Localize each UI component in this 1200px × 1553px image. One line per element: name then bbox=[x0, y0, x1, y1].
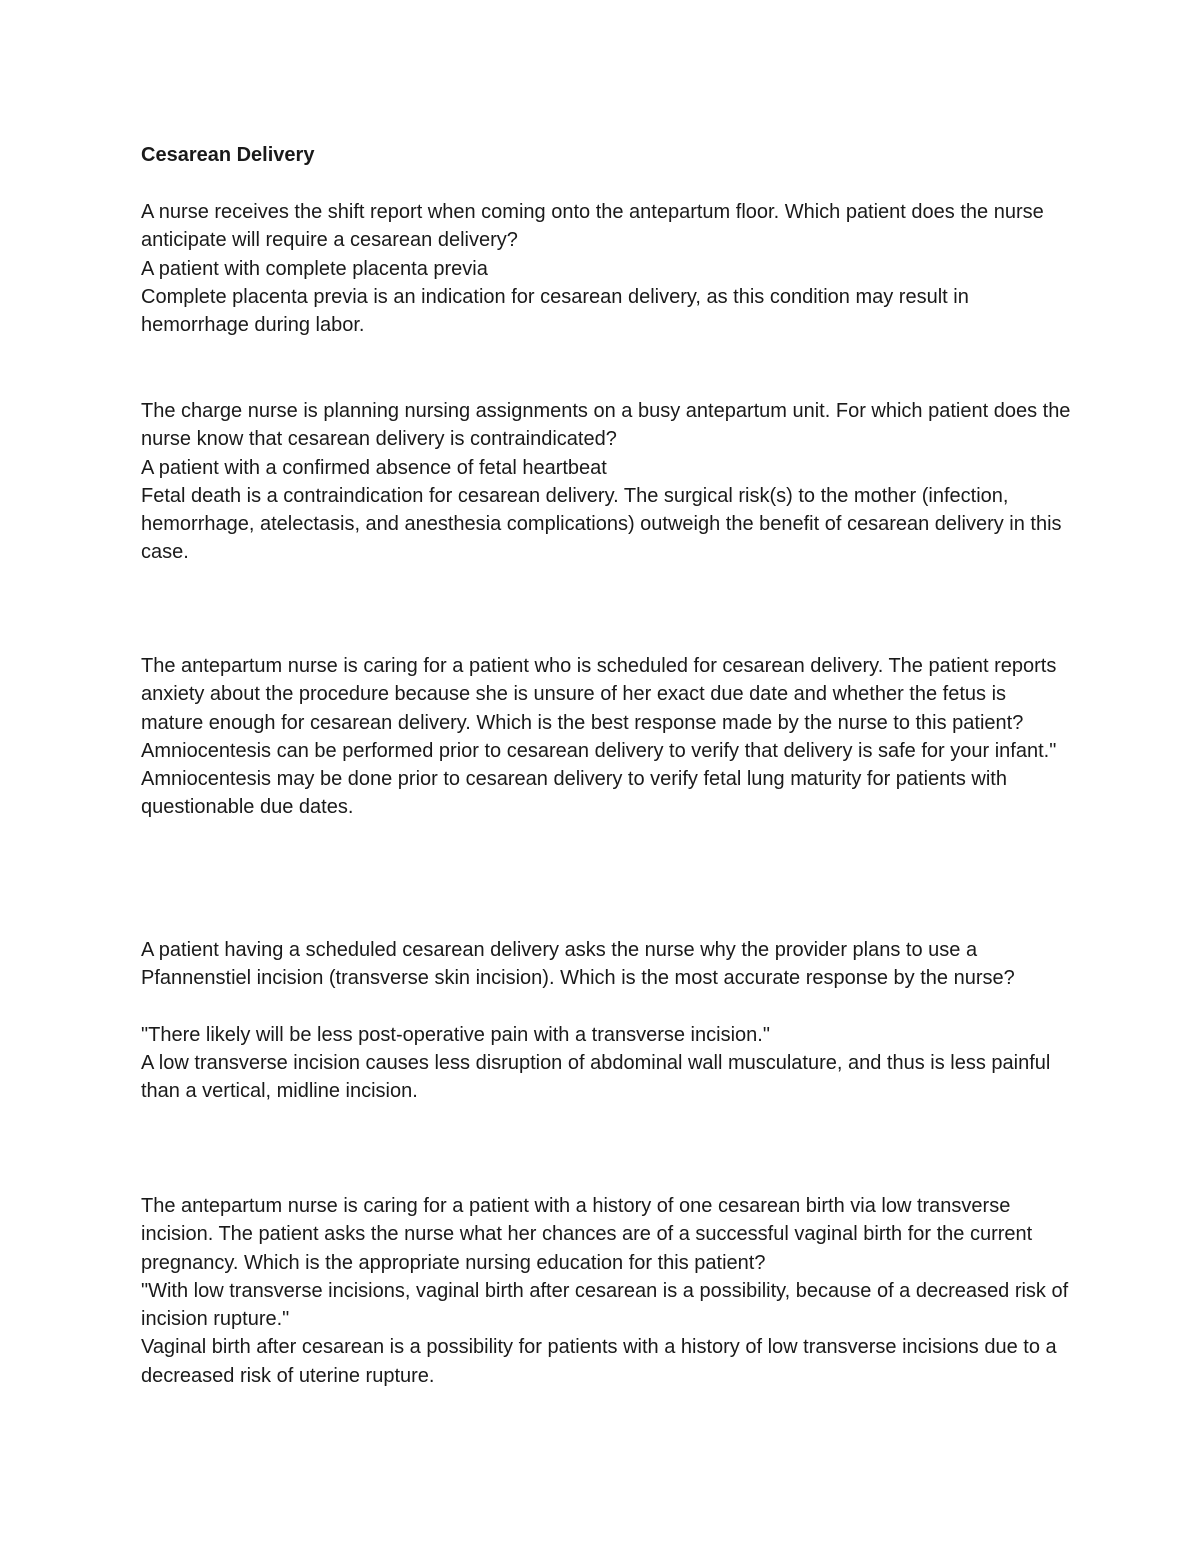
answer-text: "With low transverse incisions, vaginal birth after cesarean is a possibility, because of a decreased risk of incision rupture." bbox=[141, 1279, 1069, 1331]
qa-item bbox=[141, 936, 1071, 1106]
question-text: The charge nurse is planning nursing assignments on a busy antepartum unit. For which patient does the nurse know that cesarean delivery is contraindicated? bbox=[141, 400, 1071, 451]
question-text: A nurse receives the shift report when coming onto the antepartum floor. Which patient does the nurse anticipate will require a cesarean delivery? bbox=[141, 201, 1044, 252]
answer-text: Amniocentesis can be performed prior to cesarean delivery to verify that delivery is safe for your infant." bbox=[141, 739, 1057, 762]
rationale-text: A low transverse incision causes less disruption of abdominal wall musculature, and thus is less painful than a vertical, midline incision. bbox=[141, 1052, 1051, 1103]
rationale-text: Vaginal birth after cesarean is a possibility for patients with a history of low transverse incisions due to a decreased risk of uterine rupture. bbox=[141, 1336, 1057, 1387]
qa-item bbox=[141, 198, 1071, 339]
rationale-text: Fetal death is a contraindication for cesarean delivery. The surgical risk(s) to the mother (infection, hemorrhage, atelectasis, and anesthesia complications) outweigh the benefit of cesarean delivery in this case. bbox=[141, 484, 1062, 564]
question-text: A patient having a scheduled cesarean delivery asks the nurse why the provider plans to use a Pfannenstiel incision (transverse skin incision). Which is the most accurate response by the nurse? bbox=[141, 939, 1015, 990]
document-page bbox=[141, 141, 1071, 1387]
answer-text: "There likely will be less post-operative pain with a transverse incision." bbox=[141, 1023, 770, 1046]
rationale-text: Complete placenta previa is an indication for cesarean delivery, as this condition may result in hemorrhage during labor. bbox=[141, 285, 969, 337]
qa-item bbox=[141, 652, 1071, 822]
answer-text: A patient with complete placenta previa bbox=[141, 257, 488, 280]
qa-item bbox=[141, 397, 1071, 567]
question-text: The antepartum nurse is caring for a patient who is scheduled for cesarean delivery. The patient reports anxiety about the procedure because she is unsure of her exact due date and whether the fetus is mature enough for cesarean delivery. Which is the best response made by the nurse to this patient? bbox=[141, 655, 1057, 734]
question-text: The antepartum nurse is caring for a patient with a history of one cesarean birth via low transverse incision. The patient asks the nurse what her chances are of a successful vaginal birth for the current pregnancy. Which is the appropriate nursing education for this patient? bbox=[141, 1195, 1033, 1274]
qa-item bbox=[141, 1192, 1071, 1390]
document-title: Cesarean Delivery bbox=[141, 144, 315, 166]
rationale-text: Amniocentesis may be done prior to cesarean delivery to verify fetal lung maturity for patients with questionable due dates. bbox=[141, 768, 1007, 819]
answer-text: A patient with a confirmed absence of fetal heartbeat bbox=[141, 456, 607, 479]
blank-line bbox=[141, 993, 1071, 1021]
